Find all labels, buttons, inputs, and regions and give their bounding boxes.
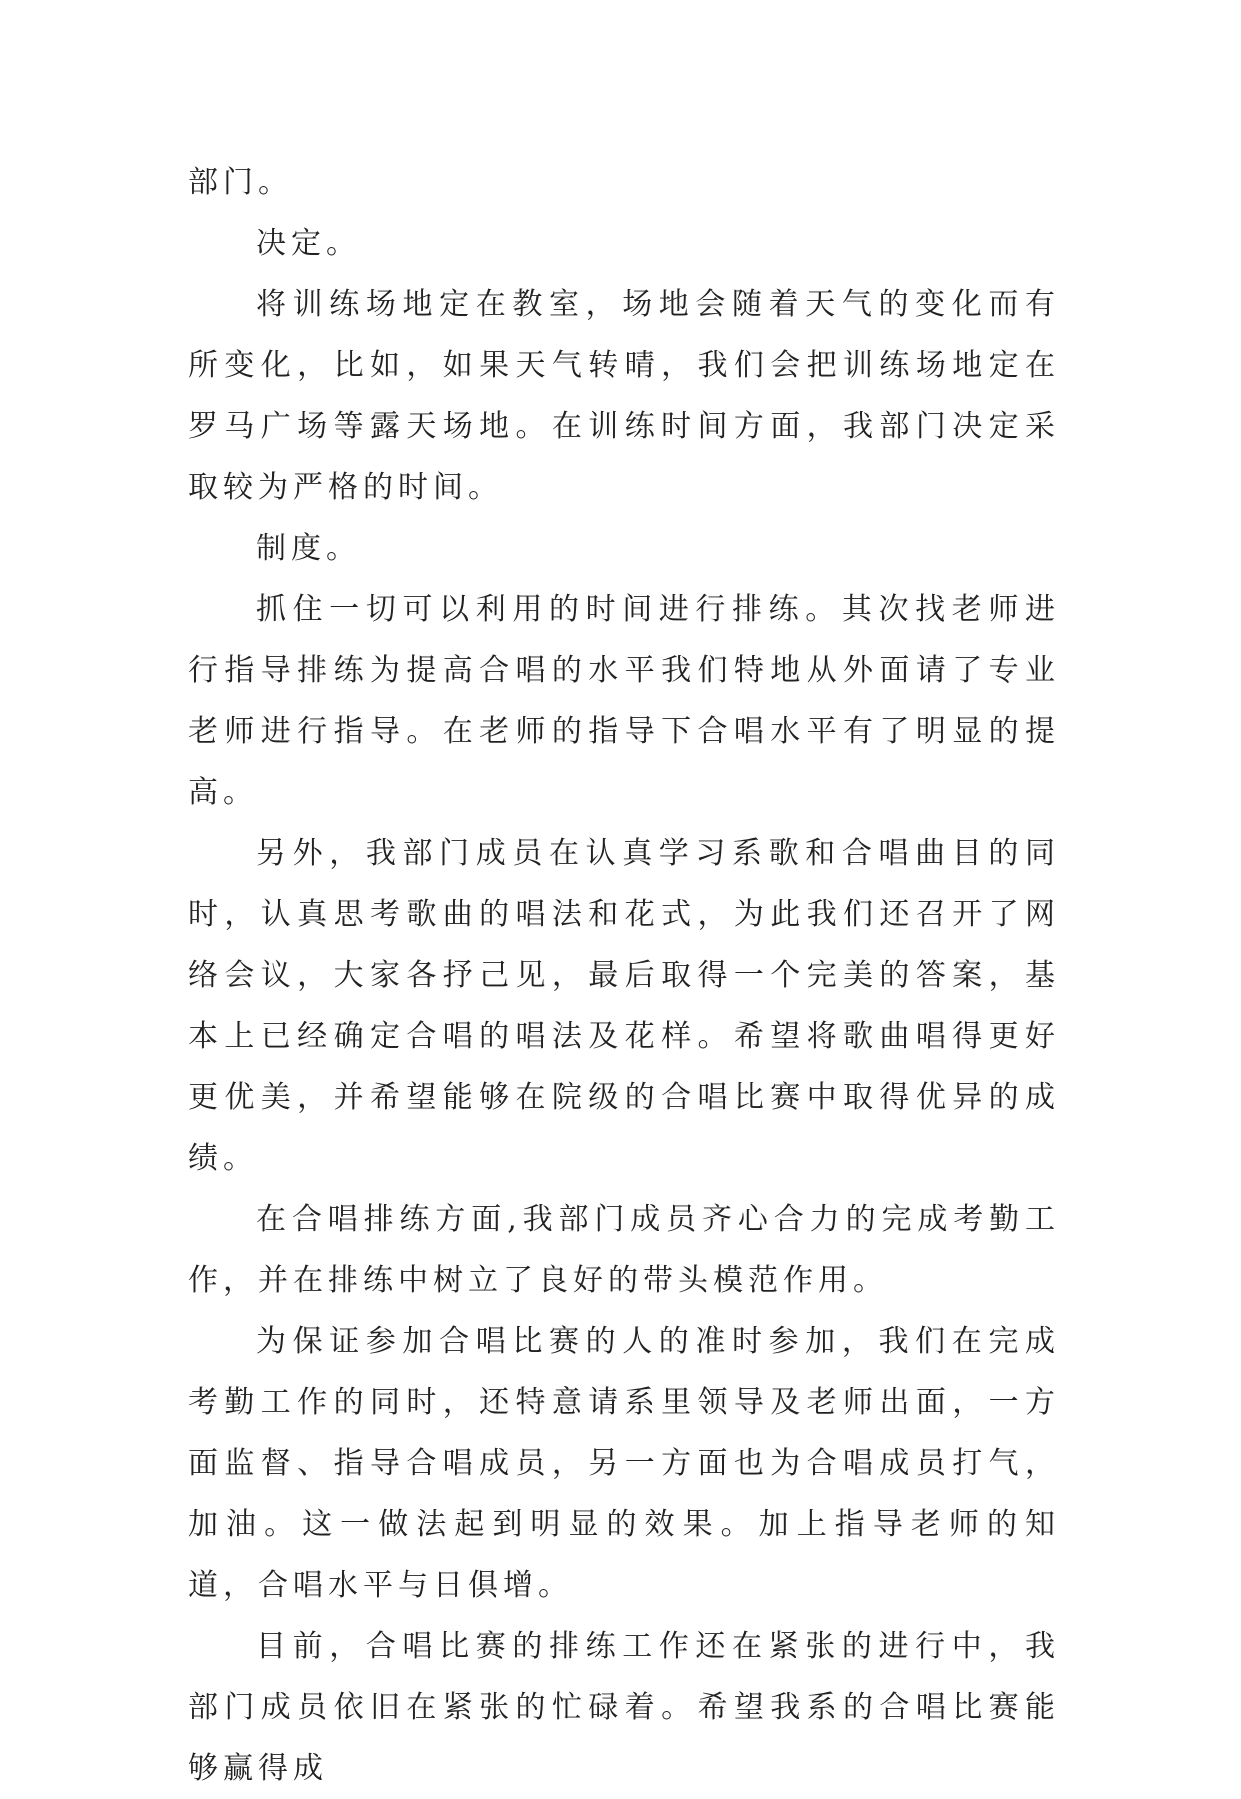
document-body: [188, 152, 1060, 1799]
paragraph-4: 制度。: [256, 531, 361, 566]
paragraph-3: 将训练场地定在教室，场地会随着天气的变化而有所变化，比如，如果天气转晴，我们会把训练场地定在罗马广场等露天场地。在训练时间方面，我部门决定采取较为严格的时间。: [188, 287, 1060, 505]
paragraph-8: 为保证参加合唱比赛的人的准时参加，我们在完成考勤工作的同时，还特意请系里领导及老师出面，一方面监督、指导合唱成员，另一方面也为合唱成员打气，加油。这一做法起到明显的效果。加上指导老师的知道，合唱水平与日俱增。: [188, 1324, 1060, 1603]
paragraph-2: 决定。: [256, 226, 361, 261]
paragraph-5: 抓住一切可以利用的时间进行排练。其次找老师进行指导排练为提高合唱的水平我们特地从外面请了专业老师进行指导。在老师的指导下合唱水平有了明显的提高。: [188, 592, 1060, 810]
paragraph-6: 另外，我部门成员在认真学习系歌和合唱曲目的同时，认真思考歌曲的唱法和花式，为此我们还召开了网络会议，大家各抒己见，最后取得一个完美的答案，基本上已经确定合唱的唱法及花样。希望将歌曲唱得更好更优美，并希望能够在院级的合唱比赛中取得优异的成绩。: [188, 836, 1060, 1176]
paragraph-7: 在合唱排练方面,我部门成员齐心合力的完成考勤工作，并在排练中树立了良好的带头模范作用。: [188, 1202, 1060, 1298]
paragraph-1: 部门。: [188, 165, 293, 200]
paragraph-9: 目前，合唱比赛的排练工作还在紧张的进行中，我部门成员依旧在紧张的忙碌着。希望我系的合唱比赛能够赢得成: [188, 1629, 1060, 1786]
